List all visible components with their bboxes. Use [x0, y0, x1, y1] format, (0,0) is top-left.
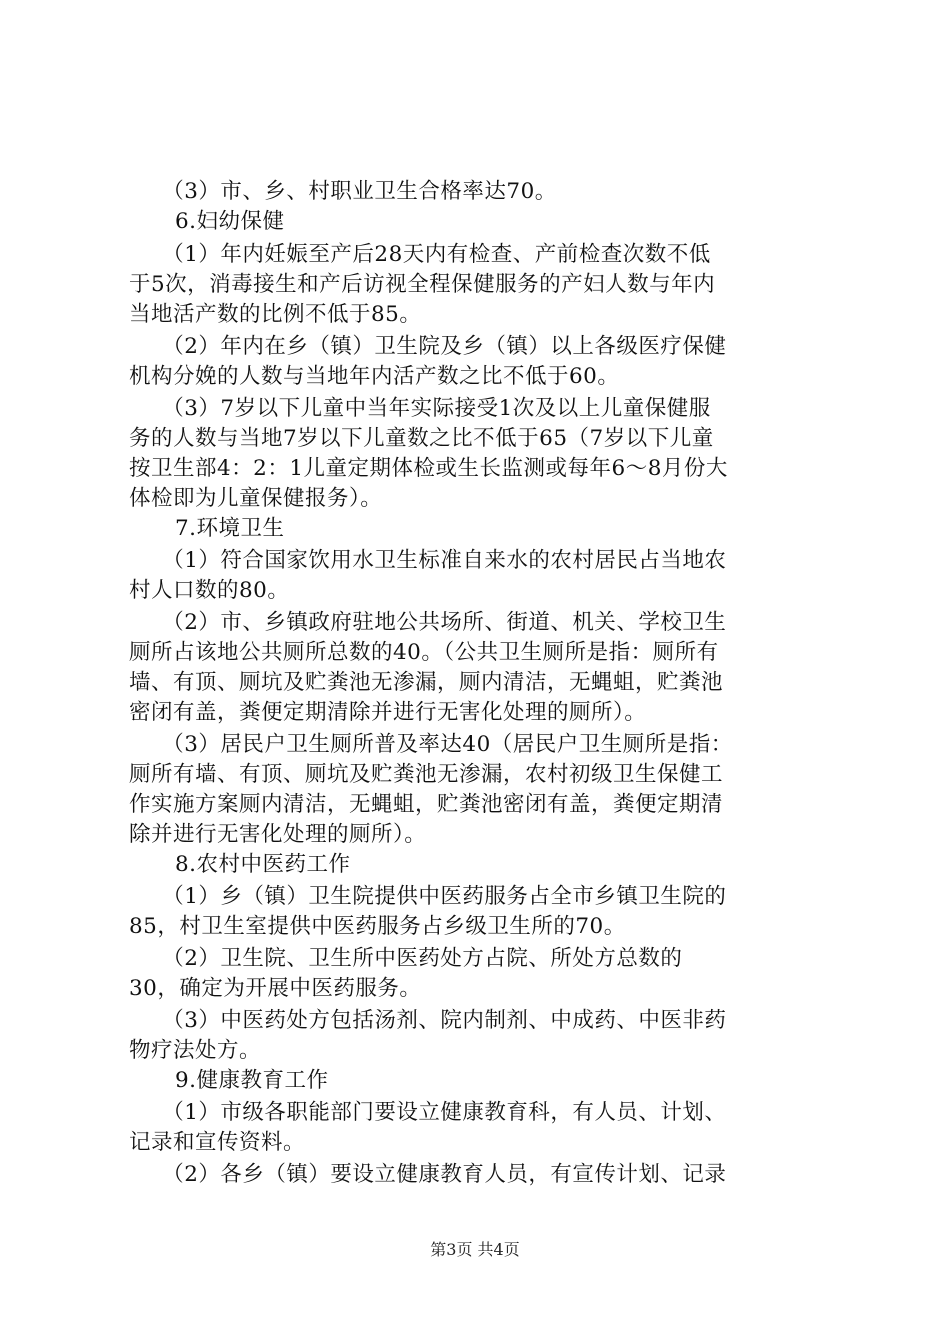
paragraph-line: 于5次，消毒接生和产后访视全程保健服务的产妇人数与年内: [129, 272, 716, 297]
paragraph-line: （2）各乡（镇）要设立健康教育人员，有宣传计划、记录: [129, 1162, 727, 1187]
paragraph-line: （1）市级各职能部门要设立健康教育科，有人员、计划、: [129, 1100, 727, 1125]
paragraph-line: （3）中医药处方包括汤剂、院内制剂、中成药、中医非药: [129, 1008, 727, 1033]
section-heading-rural-tcm-work: 8.农村中医药工作: [175, 852, 351, 877]
section-heading-maternal-child-health: 6.妇幼保健: [175, 209, 285, 234]
paragraph-line: 村人口数的80。: [129, 578, 290, 603]
paragraph-line: （3）市、乡、村职业卫生合格率达70。: [129, 179, 557, 204]
section-heading-environmental-health: 7.环境卫生: [175, 516, 285, 541]
paragraph-line: 物疗法处方。: [129, 1038, 262, 1063]
paragraph-line: （1）符合国家饮用水卫生标准自来水的农村居民占当地农: [129, 548, 727, 573]
paragraph-line: 除并进行无害化处理的厕所）。: [129, 822, 427, 847]
paragraph-line: 当地活产数的比例不低于85。: [129, 302, 422, 327]
paragraph-line: 厕所有墙、有顶、厕坑及贮粪池无渗漏，农村初级卫生保健工: [129, 762, 724, 787]
paragraph-line: 85，村卫生室提供中医药服务占乡级卫生所的70。: [129, 914, 626, 939]
paragraph-line: 30，确定为开展中医药服务。: [129, 976, 422, 1001]
paragraph-line: 记录和宣传资料。: [129, 1130, 306, 1155]
paragraph-line: （2）市、乡镇政府驻地公共场所、街道、机关、学校卫生: [129, 610, 727, 635]
page-number-footer: 第3页 共4页: [430, 1240, 520, 1259]
paragraph-line: 务的人数与当地7岁以下儿童数之比不低于65（7岁以下儿童: [129, 426, 714, 451]
section-heading-health-education: 9.健康教育工作: [175, 1068, 329, 1093]
paragraph-line: （1）年内妊娠至产后28天内有检查、产前检查次数不低: [129, 242, 711, 267]
paragraph-line: 作实施方案厕内清洁，无蝿蛆，贮粪池密闭有盖，粪便定期清: [129, 792, 724, 817]
paragraph-line: 按卫生部4：2：1儿童定期体检或生长监测或每年6～8月份大: [129, 456, 728, 481]
paragraph-line: 密闭有盖，粪便定期清除并进行无害化处理的厕所）。: [129, 700, 647, 725]
paragraph-line: （1）乡（镇）卫生院提供中医药服务占全市乡镇卫生院的: [129, 884, 727, 909]
paragraph-line: 厕所占该地公共厕所总数的40。（公共卫生厕所是指：厕所有: [129, 640, 719, 665]
paragraph-line: （3）居民户卫生厕所普及率达40（居民户卫生厕所是指：: [129, 732, 733, 757]
paragraph-line: 机构分娩的人数与当地年内活产数之比不低于60。: [129, 364, 620, 389]
paragraph-line: （2）年内在乡（镇）卫生院及乡（镇）以上各级医疗保健: [129, 334, 727, 359]
paragraph-line: （3）7岁以下儿童中当年实际接受1次及以上儿童保健服: [129, 396, 711, 421]
paragraph-line: 体检即为儿童保健报务）。: [129, 486, 383, 511]
paragraph-line: （2）卫生院、卫生所中医药处方占院、所处方总数的: [129, 946, 683, 971]
paragraph-line: 墙、有顶、厕坑及贮粪池无渗漏，厕内清洁，无蝿蛆，贮粪池: [129, 670, 724, 695]
